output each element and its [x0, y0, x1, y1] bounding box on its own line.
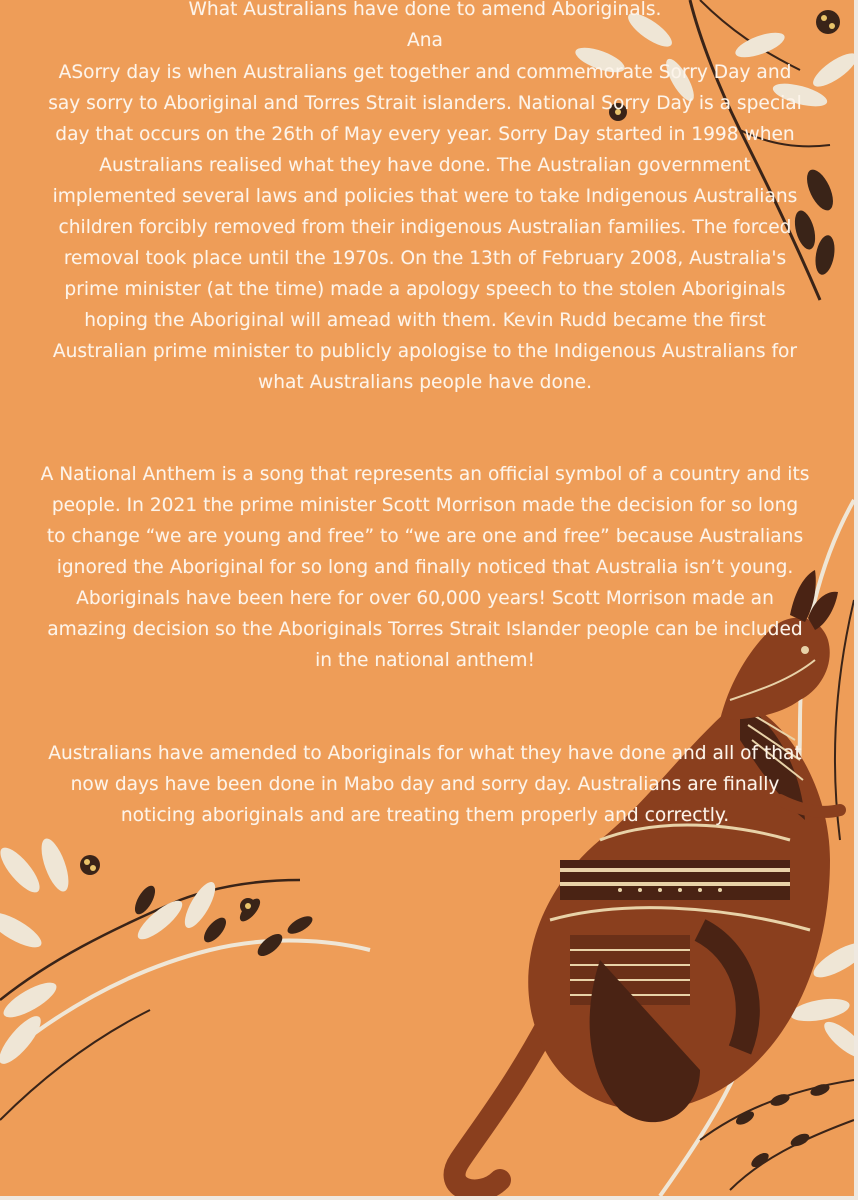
author-name: Ana: [407, 30, 443, 51]
paragraph-national-anthem: A National Anthem is a song that represents an official symbol of a country and its people. In 2021 the prime minister Scott Morrison made the decision for so long to change “we are young and free” to “we are one and free” because Australians ignored the Aboriginal for so long and finally noticed that Australia isn’t young. Aboriginals have been here for over 60,000 years! Scott Morrison made an amazing decision so the Aboriginals Torres Strait Islander people can be included in the national anthem!: [40, 464, 810, 671]
paragraph-sorry-day: ASorry day is when Australians get together and commemorate Sorry Day and say sorry to Aboriginal and Torres Strait islanders. National Sorry Day is a special day that occurs on the 26th of May every year. Sorry Day started in 1998 when Australians realised what they have done. The Australian government implemented several laws and policies that were to take Indigenous Australians children forcibly removed from their indigenous Australian families. The forced removal took place until the 1970s. On the 13th of February 2008, Australia's prime minister (at the time) made a apology speech to the stolen Aboriginals hoping the Aboriginal will amead with them. Kevin Rudd became the first Australian prime minister to publicly apologise to the Indigenous Australians for what Australians people have done.: [48, 62, 802, 393]
document-title: What Australians have done to amend Aboriginals.: [188, 0, 662, 20]
paragraph-conclusion: Australians have amended to Aboriginals for what they have done and all of that now days have been done in Mabo day and sorry day. Australians are finally noticing aboriginals and are treating them properly and correctly.: [48, 743, 802, 826]
title-block: [40, 0, 810, 56]
bottom-left-branch-icon: [0, 835, 370, 1120]
